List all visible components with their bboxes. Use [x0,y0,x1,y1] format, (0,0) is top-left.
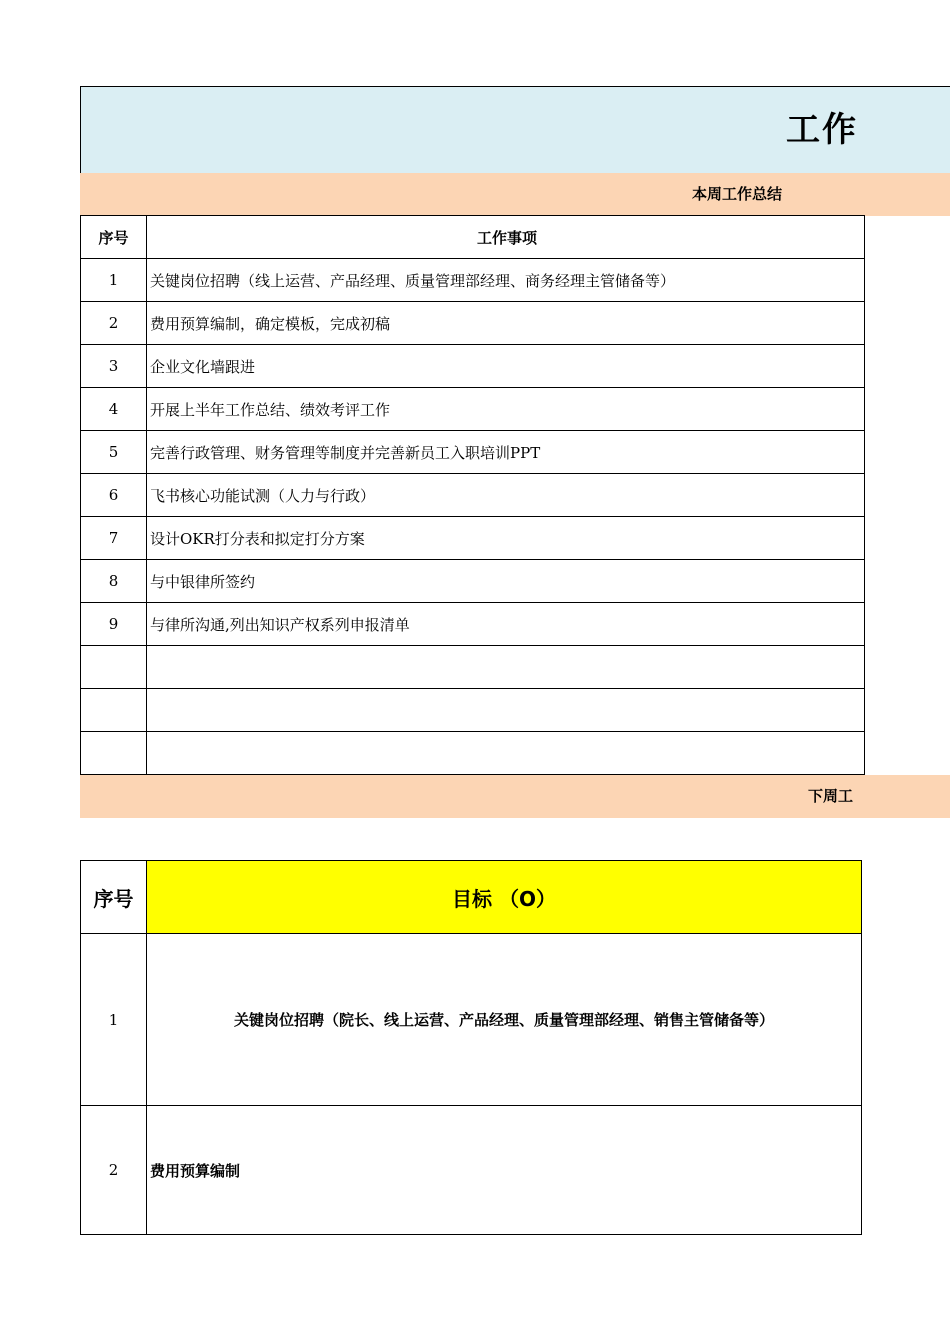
row-no: 8 [81,560,147,603]
title-band [80,86,950,173]
row-item: 开展上半年工作总结、绩效考评工作 [147,388,865,431]
table-row [81,388,865,431]
table-row [81,732,865,775]
row-no: 9 [81,603,147,646]
row-item [147,732,865,775]
row-no: 3 [81,345,147,388]
row-item: 与中银律所签约 [147,560,865,603]
header-goal: 目标 （O） [147,861,862,934]
this-week-band [80,173,950,216]
table-row [81,560,865,603]
row-item: 企业文化墙跟进 [147,345,865,388]
row-item: 费用预算编制，确定模板，完成初稿 [147,302,865,345]
row-no: 1 [81,259,147,302]
row-no: 2 [81,302,147,345]
table-row [81,302,865,345]
row-no: 2 [81,1106,147,1235]
row-item: 飞书核心功能试测（人力与行政） [147,474,865,517]
row-item [147,689,865,732]
table-header-row [81,216,865,259]
table-row [81,934,862,1106]
row-no: 7 [81,517,147,560]
row-item: 与律所沟通,列出知识产权系列申报清单 [147,603,865,646]
row-item: 完善行政管理、财务管理等制度并完善新员工入职培训PPT [147,431,865,474]
table-row [81,1106,862,1235]
row-goal: 费用预算编制 [147,1106,862,1235]
table-row [81,603,865,646]
header-item: 工作事项 [147,216,865,259]
table-row [81,689,865,732]
row-no [81,689,147,732]
row-no: 4 [81,388,147,431]
table-header-row [81,861,862,934]
table-row [81,646,865,689]
next-week-band-label: 下周工 [808,787,854,805]
row-item [147,646,865,689]
page-title: 工作 [786,110,858,150]
row-no [81,732,147,775]
row-no: 1 [81,934,147,1106]
table-row [81,259,865,302]
header-no: 序号 [81,216,147,259]
this-week-band-label: 本周工作总结 [692,185,783,203]
row-item: 关键岗位招聘（线上运营、产品经理、质量管理部经理、商务经理主管储备等） [147,259,865,302]
next-week-band [80,775,950,818]
table-row [81,345,865,388]
table-row [81,474,865,517]
header-no: 序号 [81,861,147,934]
table-row [81,431,865,474]
row-no [81,646,147,689]
row-goal: 关键岗位招聘（院长、线上运营、产品经理、质量管理部经理、销售主管储备等） [147,934,862,1106]
row-item: 设计OKR打分表和拟定打分方案 [147,517,865,560]
row-no: 5 [81,431,147,474]
next-week-table [80,860,862,1235]
row-no: 6 [81,474,147,517]
this-week-table [80,215,865,775]
table-row [81,517,865,560]
